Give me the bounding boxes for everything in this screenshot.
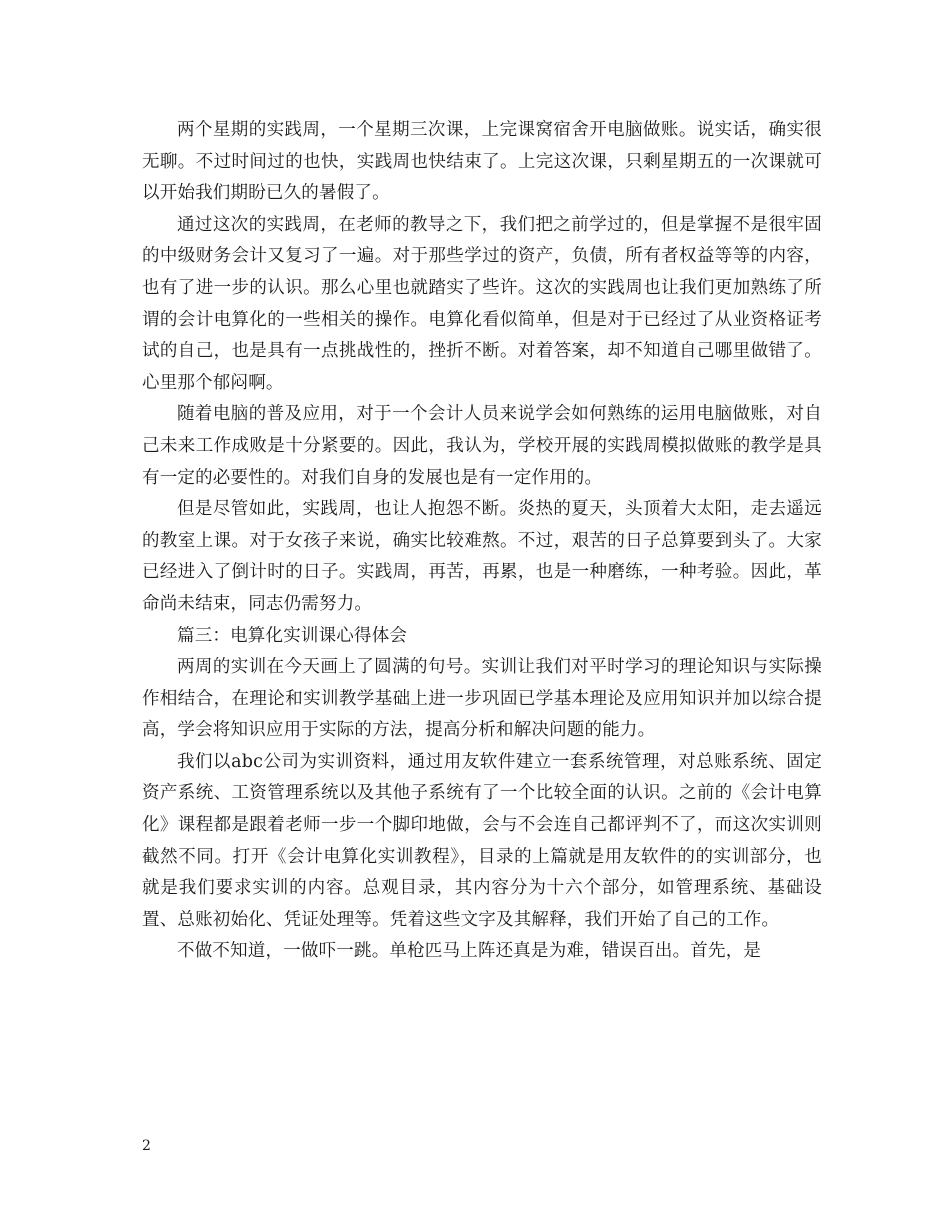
- document-body: [142, 115, 822, 968]
- paragraph: 两个星期的实践周，一个星期三次课，上完课窝宿舍开电脑做账。说实话，确实很无聊。不过时间过的也快，实践周也快结束了。上完这次课，只剩星期五的一次课就可以开始我们期盼已久的暑假了。: [142, 120, 822, 204]
- paragraph: 但是尽管如此，实践周，也让人抱怨不断。炎热的夏天，头顶着大太阳，走去遥远的教室上课。对于女孩子来说，确实比较难熬。不过，艰苦的日子总算要到头了。大家已经进入了倒计时的日子。实践周，再苦，再累，也是一种磨练，一种考验。因此，革命尚未结束，同志仍需努力。: [142, 499, 822, 614]
- page-number: 2: [142, 1138, 151, 1154]
- paragraph: 通过这次的实践周，在老师的教导之下，我们把之前学过的，但是掌握不是很牢固的中级财务会计又复习了一遍。对于那些学过的资产，负债，所有者权益等等的内容，也有了进一步的认识。那么心里也就踏实了些许。这次的实践周也让我们更加熟练了所谓的会计电算化的一些相关的操作。电算化看似简单，但是对于已经过了从业资格证考试的自己，也是具有一点挑战性的，挫折不断。对着答案，却不知道自己哪里做错了。心里那个郁闷啊。: [142, 214, 822, 393]
- section-heading: 篇三：电算化实训课心得体会: [177, 625, 408, 646]
- paragraph: 不做不知道，一做吓一跳。单枪匹马上阵还真是为难，错误百出。首先，是: [177, 941, 762, 962]
- paragraph: 随着电脑的普及应用，对于一个会计人员来说学会如何熟练的运用电脑做账，对自己未来工作成败是十分紧要的。因此，我认为，学校开展的实践周模拟做账的教学是具有一定的必要性的。对我们自身的发展也是有一定作用的。: [142, 404, 822, 488]
- paragraph: 我们以abc公司为实训资料，通过用友软件建立一套系统管理，对总账系统、固定资产系统、工资管理系统以及其他子系统有了一个比较全面的认识。之前的《会计电算化》课程都是跟着老师一步一个脚印地做，会与不会连自己都评判不了，而这次实训则截然不同。打开《会计电算化实训教程》，目录的上篇就是用友软件的的实训部分，也就是我们要求实训的内容。总观目录，其内容分为十六个部分，如管理系统、基础设置、总账初始化、凭证处理等。凭着这些文字及其解释，我们开始了自己的工作。: [142, 751, 822, 930]
- paragraph: 两周的实训在今天画上了圆满的句号。实训让我们对平时学习的理论知识与实际操作相结合，在理论和实训教学基础上进一步巩固已学基本理论及应用知识并加以综合提高，学会将知识应用于实际的方法，提高分析和解决问题的能力。: [142, 657, 822, 741]
